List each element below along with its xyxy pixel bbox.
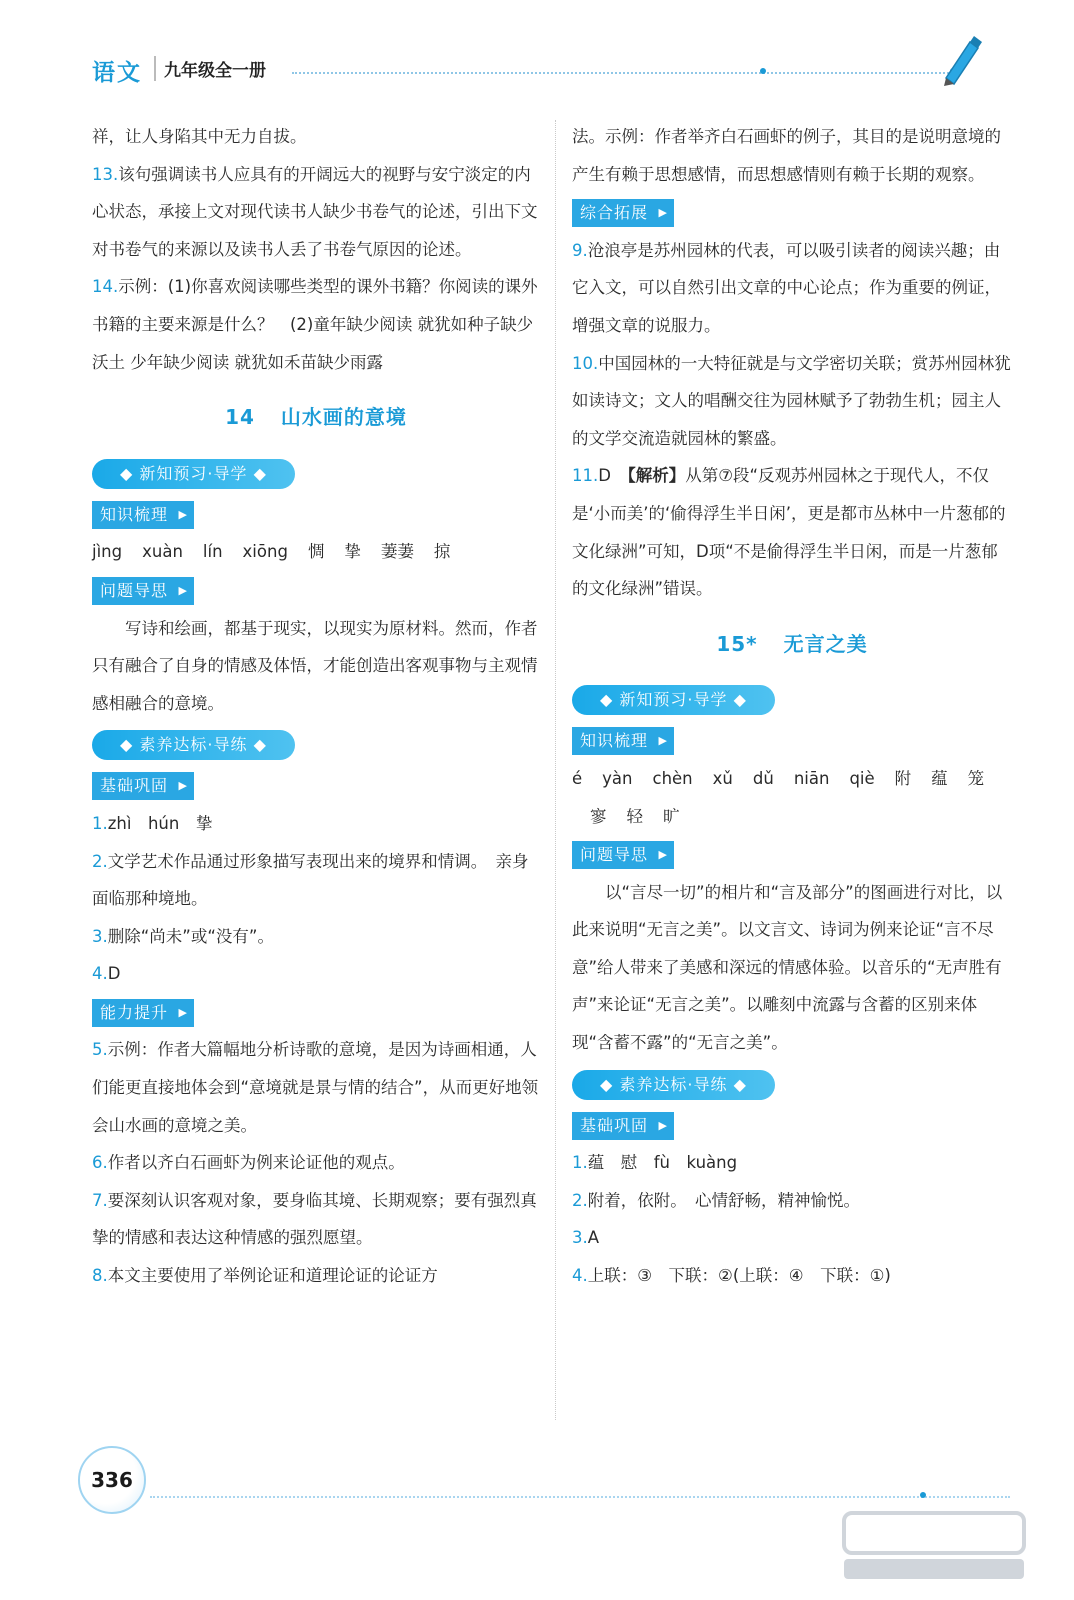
answer-number: 3. bbox=[572, 1228, 588, 1248]
pinyin-item: 蕴 bbox=[931, 768, 948, 788]
answer-number: 14. bbox=[92, 277, 119, 297]
pinyin-item: 挚 bbox=[344, 542, 361, 562]
answer-number: 4. bbox=[572, 1266, 588, 1286]
answer-number: 9. bbox=[572, 240, 588, 260]
section-tag: 基础巩固 ▶ bbox=[572, 1112, 674, 1140]
answer-number: 5. bbox=[92, 1040, 108, 1060]
answer-14 bbox=[92, 268, 540, 381]
column-divider bbox=[555, 120, 556, 1420]
answer-3 bbox=[92, 918, 540, 956]
answer-number: 1. bbox=[92, 813, 108, 833]
answer-number: 7. bbox=[92, 1190, 108, 1210]
answer-text: 本文主要使用了举例论证和道理论证的论证方 bbox=[107, 1266, 438, 1286]
answer-text: 作者以齐白石画虾为例来论证他的观点。 bbox=[107, 1153, 405, 1173]
section-banner: ◆ 素养达标·导练 ◆ bbox=[572, 1070, 775, 1100]
pinyin-item: xuàn bbox=[142, 542, 183, 562]
section-tag: 知识梳理 ▶ bbox=[92, 501, 194, 529]
left-column bbox=[92, 118, 540, 1295]
answer-choice: D bbox=[598, 466, 628, 486]
answer-2 bbox=[572, 1182, 1012, 1220]
guide-paragraph: 写诗和绘画，都基于现实，以现实为原材料。然而，作者只有融合了自身的情感及体悟，才能创造出客观事物与主观情感相融合的意境。 bbox=[92, 618, 538, 713]
answer-text: 文学艺术作品通过形象描写表现出来的境界和情调。 亲身面临那种境地。 bbox=[92, 851, 529, 909]
pinyin-item: 寥 bbox=[590, 806, 607, 826]
answer-8 bbox=[92, 1257, 540, 1295]
lesson-title bbox=[92, 399, 540, 437]
section-tag: 能力提升 ▶ bbox=[92, 999, 194, 1027]
answer-number: 3. bbox=[92, 926, 108, 946]
section-tag: 综合拓展 ▶ bbox=[572, 199, 674, 227]
pinyin-item: 旷 bbox=[663, 806, 680, 826]
right-column bbox=[572, 118, 1012, 1295]
answer-text: 蕴 慰 fù kuàng bbox=[587, 1153, 738, 1173]
pinyin-item: xiōng bbox=[242, 542, 288, 562]
continuation-text: 法。示例：作者举齐白石画虾的例子，其目的是说明意境的产生有赖于思想感情，而思想感情则有赖于长期的观察。 bbox=[572, 127, 1001, 184]
pinyin-item: yàn bbox=[602, 768, 633, 788]
section-banner: ◆ 新知预习·导学 ◆ bbox=[92, 459, 295, 489]
section-tag: 问题导思 ▶ bbox=[92, 577, 194, 605]
answer-number: 1. bbox=[572, 1153, 588, 1173]
watermark-logo-icon bbox=[834, 1505, 1034, 1585]
answer-number: 2. bbox=[92, 851, 108, 871]
pinyin-row bbox=[572, 798, 1012, 836]
section-tag: 知识梳理 ▶ bbox=[572, 727, 674, 755]
subject-label: 语文 bbox=[92, 60, 142, 86]
answer-text: A bbox=[587, 1228, 600, 1248]
answer-text: 该句强调读书人应具有的开阔远大的视野与安宁淡定的内心状态，承接上文对现代读书人缺少书卷气的论述，引出下文对书卷气的来源以及读书人丢了书卷气原因的论述。 bbox=[92, 164, 538, 259]
lesson-number: 14 bbox=[225, 405, 255, 430]
answer-text: D bbox=[107, 964, 121, 984]
answer-text: zhì hún 挚 bbox=[107, 813, 213, 833]
answer-text: 上联：③ 下联：②(上联：④ 下联：①) bbox=[587, 1266, 891, 1286]
answer-4 bbox=[92, 955, 540, 993]
continuation-text: 祥，让人身陷其中无力自拔。 bbox=[92, 127, 307, 146]
answer-text: 要深刻认识客观对象，要身临其境、长期观察；要有强烈真挚的情感和表达这种情感的强烈愿望。 bbox=[92, 1190, 537, 1248]
footer-dot bbox=[920, 1492, 926, 1498]
answer-text: 沧浪亭是苏州园林的代表，可以吸引读者的阅读兴趣；由它入文，可以自然引出文章的中心论点；作为重要的例证，增强文章的说服力。 bbox=[572, 240, 1001, 335]
section-tag: 问题导思 ▶ bbox=[572, 841, 674, 869]
answer-1 bbox=[92, 805, 540, 843]
answer-text: 示例：作者大篇幅地分析诗歌的意境，是因为诗画相通，人们能更直接地体会到“意境就是景与情的结合”，从而更好地领会山水画的意境之美。 bbox=[92, 1040, 539, 1135]
answer-number: 6. bbox=[92, 1153, 108, 1173]
footer-dotted-line bbox=[150, 1496, 1010, 1498]
pinyin-row bbox=[92, 533, 540, 571]
answer-1 bbox=[572, 1144, 1012, 1182]
pinyin-item: dǔ bbox=[752, 768, 774, 788]
pinyin-item: lín bbox=[202, 542, 223, 562]
pinyin-item: xǔ bbox=[712, 768, 733, 788]
answer-number: 4. bbox=[92, 964, 108, 984]
answer-text: 从第⑦段“反观苏州园林之于现代人，不仅是‘小而美’的‘偷得浮生半日闲’，更是都市丛林中一片葱郁的文化绿洲”可知，D项“不是偷得浮生半日闲，而是一片葱郁的文化绿洲”错误。 bbox=[572, 466, 1006, 599]
answer-2 bbox=[92, 843, 540, 918]
pinyin-item: niān bbox=[793, 768, 830, 788]
lesson-number: 15* bbox=[716, 631, 758, 656]
pinyin-item: 掠 bbox=[433, 542, 451, 562]
pinyin-item: 萋萋 bbox=[380, 542, 414, 562]
pinyin-item: 附 bbox=[894, 768, 912, 788]
answer-number: 2. bbox=[572, 1190, 588, 1210]
lesson-name: 无言之美 bbox=[783, 631, 868, 656]
answer-5 bbox=[92, 1031, 540, 1144]
pinyin-item: jìng bbox=[92, 542, 123, 562]
header-dot bbox=[760, 68, 766, 74]
answer-7 bbox=[92, 1182, 540, 1257]
answer-number: 10. bbox=[572, 353, 599, 373]
grade-label: 九年级全一册 bbox=[154, 56, 266, 81]
answer-9 bbox=[572, 232, 1012, 345]
section-tag: 基础巩固 ▶ bbox=[92, 772, 194, 800]
answer-3 bbox=[572, 1219, 1012, 1257]
section-banner: ◆ 素养达标·导练 ◆ bbox=[92, 730, 295, 760]
answer-6 bbox=[92, 1144, 540, 1182]
answer-11 bbox=[572, 457, 1012, 607]
section-banner: ◆ 新知预习·导学 ◆ bbox=[572, 685, 775, 715]
lesson-name: 山水画的意境 bbox=[280, 405, 407, 430]
analysis-label: 【解析】 bbox=[627, 466, 686, 486]
pinyin-item: 轻 bbox=[626, 806, 643, 826]
answer-4 bbox=[572, 1257, 1012, 1295]
answer-text: 示例：(1)你喜欢阅读哪些类型的课外书籍？你阅读的课外书籍的主要来源是什么？ (2)童年缺少阅读 就犹如种子缺少沃土 少年缺少阅读 就犹如禾苗缺少雨露 bbox=[92, 277, 538, 372]
guide-paragraph: 以“言尽一切”的相片和“言及部分”的图画进行对比，以此来说明“无言之美”。以文言文、诗词为例来论证“言不尽意”给人带来了美感和深远的情感体验。以音乐的“无声胜有声”来论证“无言之美”。以雕刻中流露与含蓄的区别来体现“含蓄不露”的“无言之美”。 bbox=[572, 882, 1003, 1053]
pinyin-item: 惆 bbox=[307, 542, 325, 562]
page-header bbox=[92, 54, 1012, 88]
lesson-title bbox=[572, 626, 1012, 664]
pinyin-item: 笼 bbox=[967, 768, 985, 788]
answer-text: 中国园林的一大特征就是与文学密切关联；赏苏州园林犹如读诗文；文人的唱酬交往为园林赋予了勃勃生机；园主人的文学交流造就园林的繁盛。 bbox=[572, 353, 1011, 448]
header-dotted-line bbox=[292, 72, 957, 74]
answer-10 bbox=[572, 345, 1012, 458]
answer-number: 8. bbox=[92, 1266, 108, 1286]
pinyin-item: é bbox=[572, 768, 583, 788]
page-number: 336 bbox=[78, 1446, 146, 1514]
answer-number: 11. bbox=[572, 466, 599, 486]
answer-text: 附着，依附。 心情舒畅，精神愉悦。 bbox=[587, 1190, 860, 1210]
answer-number: 13. bbox=[92, 164, 119, 184]
pen-icon bbox=[936, 34, 982, 88]
pinyin-item: chèn bbox=[652, 768, 693, 788]
answer-text: 删除“尚未”或“没有”。 bbox=[107, 926, 274, 946]
pinyin-item: qiè bbox=[849, 768, 875, 788]
answer-13 bbox=[92, 156, 540, 269]
pinyin-row bbox=[572, 760, 1012, 798]
